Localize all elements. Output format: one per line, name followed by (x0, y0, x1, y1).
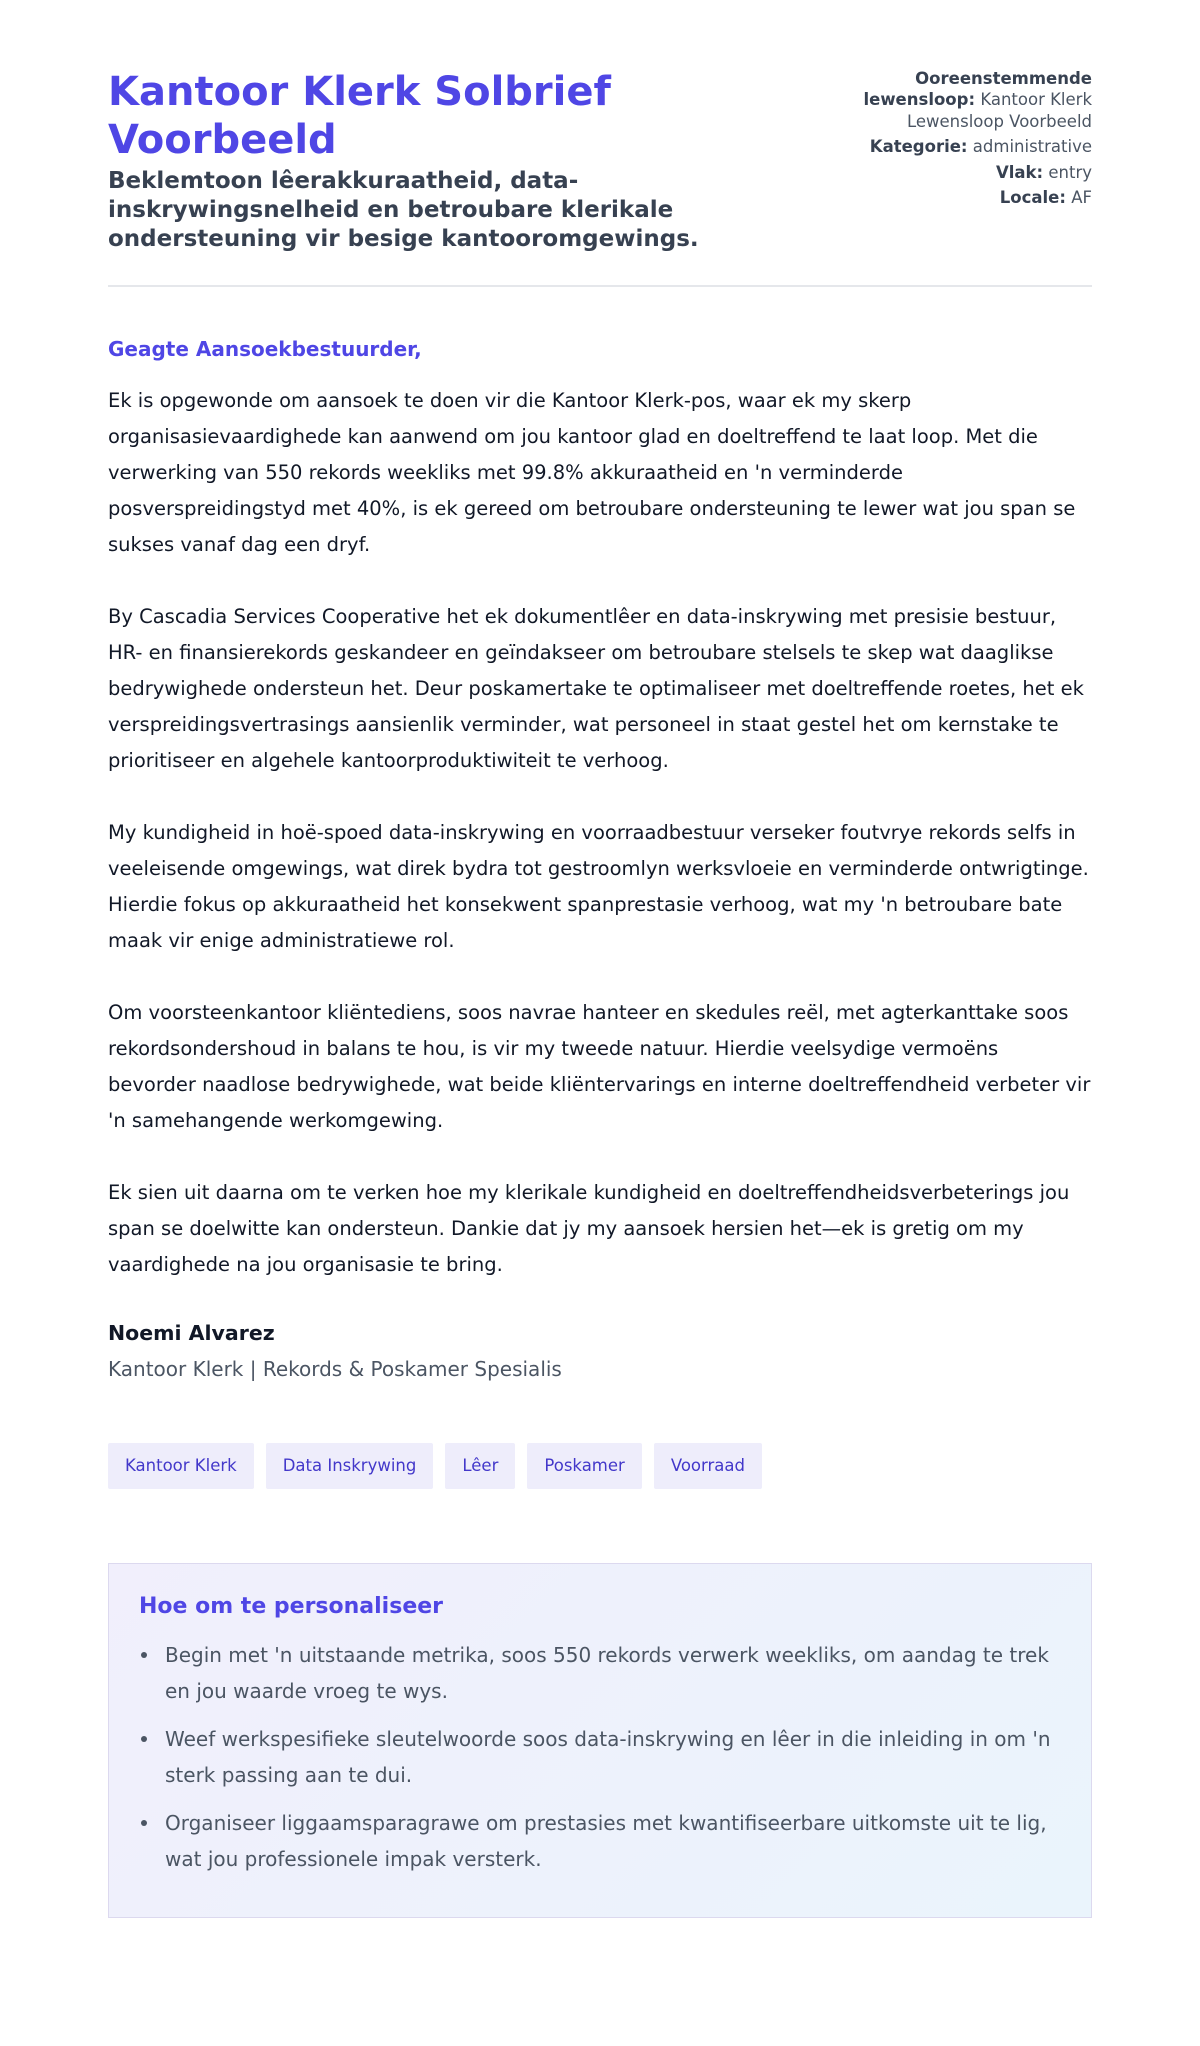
tip-item-3: Organiseer liggaamsparagrawe om prestasies met kwantifiseerbare uitkomste uit te lig, wat jou professionele impak versterk. (139, 1805, 1061, 1877)
meta-panel (804, 68, 1092, 213)
letter-greeting: Geagte Aansoekbestuurder, (108, 337, 422, 362)
letter-paragraph-5: Ek sien uit daarna om te verken hoe my klerikale kundigheid en doeltreffendheidsverbeterings jou span se doelwitte kan ondersteun. Dankie dat jy my aansoek hersien het—ek is gretig om my vaardighede na jou organisasie te bring. (108, 1181, 1070, 1277)
letter-paragraph-3: My kundigheid in hoë-spoed data-inskrywing en voorraadbestuur verseker foutvrye rekords selfs in veeleisende omgewings, wat direk bydra tot gestroomlyn werksvloeie en verminderde ontwrigtinge. Hierdie fokus op akkuraatheid het konsekwent spanprestasie verhoog, wat my 'n betroubare bate maak vir enige administratiewe rol. (108, 821, 1089, 953)
meta-category (804, 136, 1092, 157)
signature-block (108, 1321, 1092, 1381)
meta-level-label: Vlak: (995, 162, 1044, 182)
page-title: Kantoor Klerk Solbrief Voorbeeld (108, 69, 611, 163)
tag-list (108, 1443, 1092, 1489)
personalize-tips-box (108, 1563, 1092, 1918)
letter-body (108, 383, 1092, 1283)
tag-poskamer[interactable]: Poskamer (527, 1443, 641, 1489)
tip-item-2: Weef werkspesifieke sleutelwoorde soos data-inskrywing en lêer in die inleiding in om 'n sterk passing aan te dui. (139, 1721, 1061, 1793)
meta-resume (804, 68, 1092, 132)
meta-level (804, 162, 1092, 183)
page-header (108, 68, 1092, 287)
tag-leer[interactable]: Lêer (445, 1443, 515, 1489)
header-titles (108, 68, 804, 253)
meta-resume-label: Ooreenstemmende lewensloop: (863, 69, 1092, 110)
letter-paragraph-4: Om voorsteenkantoor kliëntediens, soos navrae hanteer en skedules reël, met agterkanttake soos rekordsondershoud in balans te hou, is vir my tweede natuur. Hierdie veelsydige vermoëns bevorder naadlose bedrywighede, wat beide kliëntervarings en interne doeltreffendheid verbeter vir 'n samehangende werkomgewing. (108, 1001, 1091, 1133)
letter-paragraph-1: Ek is opgewonde om aansoek te doen vir die Kantoor Klerk-pos, waar ek my skerp organisasievaardighede kan aanwend om jou kantoor glad en doeltreffend te laat loop. Met die verwerking van 550 rekords weekliks met 99.8% akkuraatheid en 'n verminderde posverspreidingstyd met 40%, is ek gereed om betroubare ondersteuning te lewer wat jou span se sukses vanaf dag een dryf. (108, 389, 1076, 557)
meta-resume-link[interactable]: Kantoor Klerk Lewensloop Voorbeeld (906, 90, 1092, 131)
tag-data-inskrywing[interactable]: Data Inskrywing (266, 1443, 434, 1489)
meta-locale-value: AF (1071, 188, 1092, 208)
page-subtitle: Beklemtoon lêerakkuraatheid, data-inskrywingsnelheid en betroubare klerikale ondersteuning vir besige kantooromgewings. (108, 168, 699, 252)
tips-list (139, 1637, 1061, 1877)
tips-title: Hoe om te personaliseer (139, 1594, 444, 1620)
meta-locale (804, 187, 1092, 208)
meta-category-value: administrative (972, 137, 1092, 157)
tag-voorraad[interactable]: Voorraad (654, 1443, 762, 1489)
signature-name: Noemi Alvarez (108, 1321, 275, 1346)
letter-paragraph-2: By Cascadia Services Cooperative het ek dokumentlêer en data-inskrywing met presisie bestuur, HR- en finansierekords geskandeer en geïndakseer om betroubare stelsels te skep wat daaglikse bedrywighede ondersteun het. Deur poskamertake te optimaliseer met doeltreffende roetes, het ek verspreidingsvertrasings aansienlik verminder, wat personeel in staat gestel het om kernstake te prioritiseer en algehele kantoorproduktiwiteit te verhoog. (108, 605, 1084, 773)
signature-role: Kantoor Klerk | Rekords & Poskamer Spesialis (108, 1357, 562, 1382)
meta-locale-label: Locale: (999, 188, 1066, 208)
tag-kantoor-klerk[interactable]: Kantoor Klerk (108, 1443, 254, 1489)
tip-item-1: Begin met 'n uitstaande metrika, soos 550 rekords verwerk weekliks, om aandag te trek en jou waarde vroeg te wys. (139, 1637, 1061, 1709)
meta-level-value: entry (1048, 162, 1092, 182)
meta-category-label: Kategorie: (869, 137, 968, 157)
